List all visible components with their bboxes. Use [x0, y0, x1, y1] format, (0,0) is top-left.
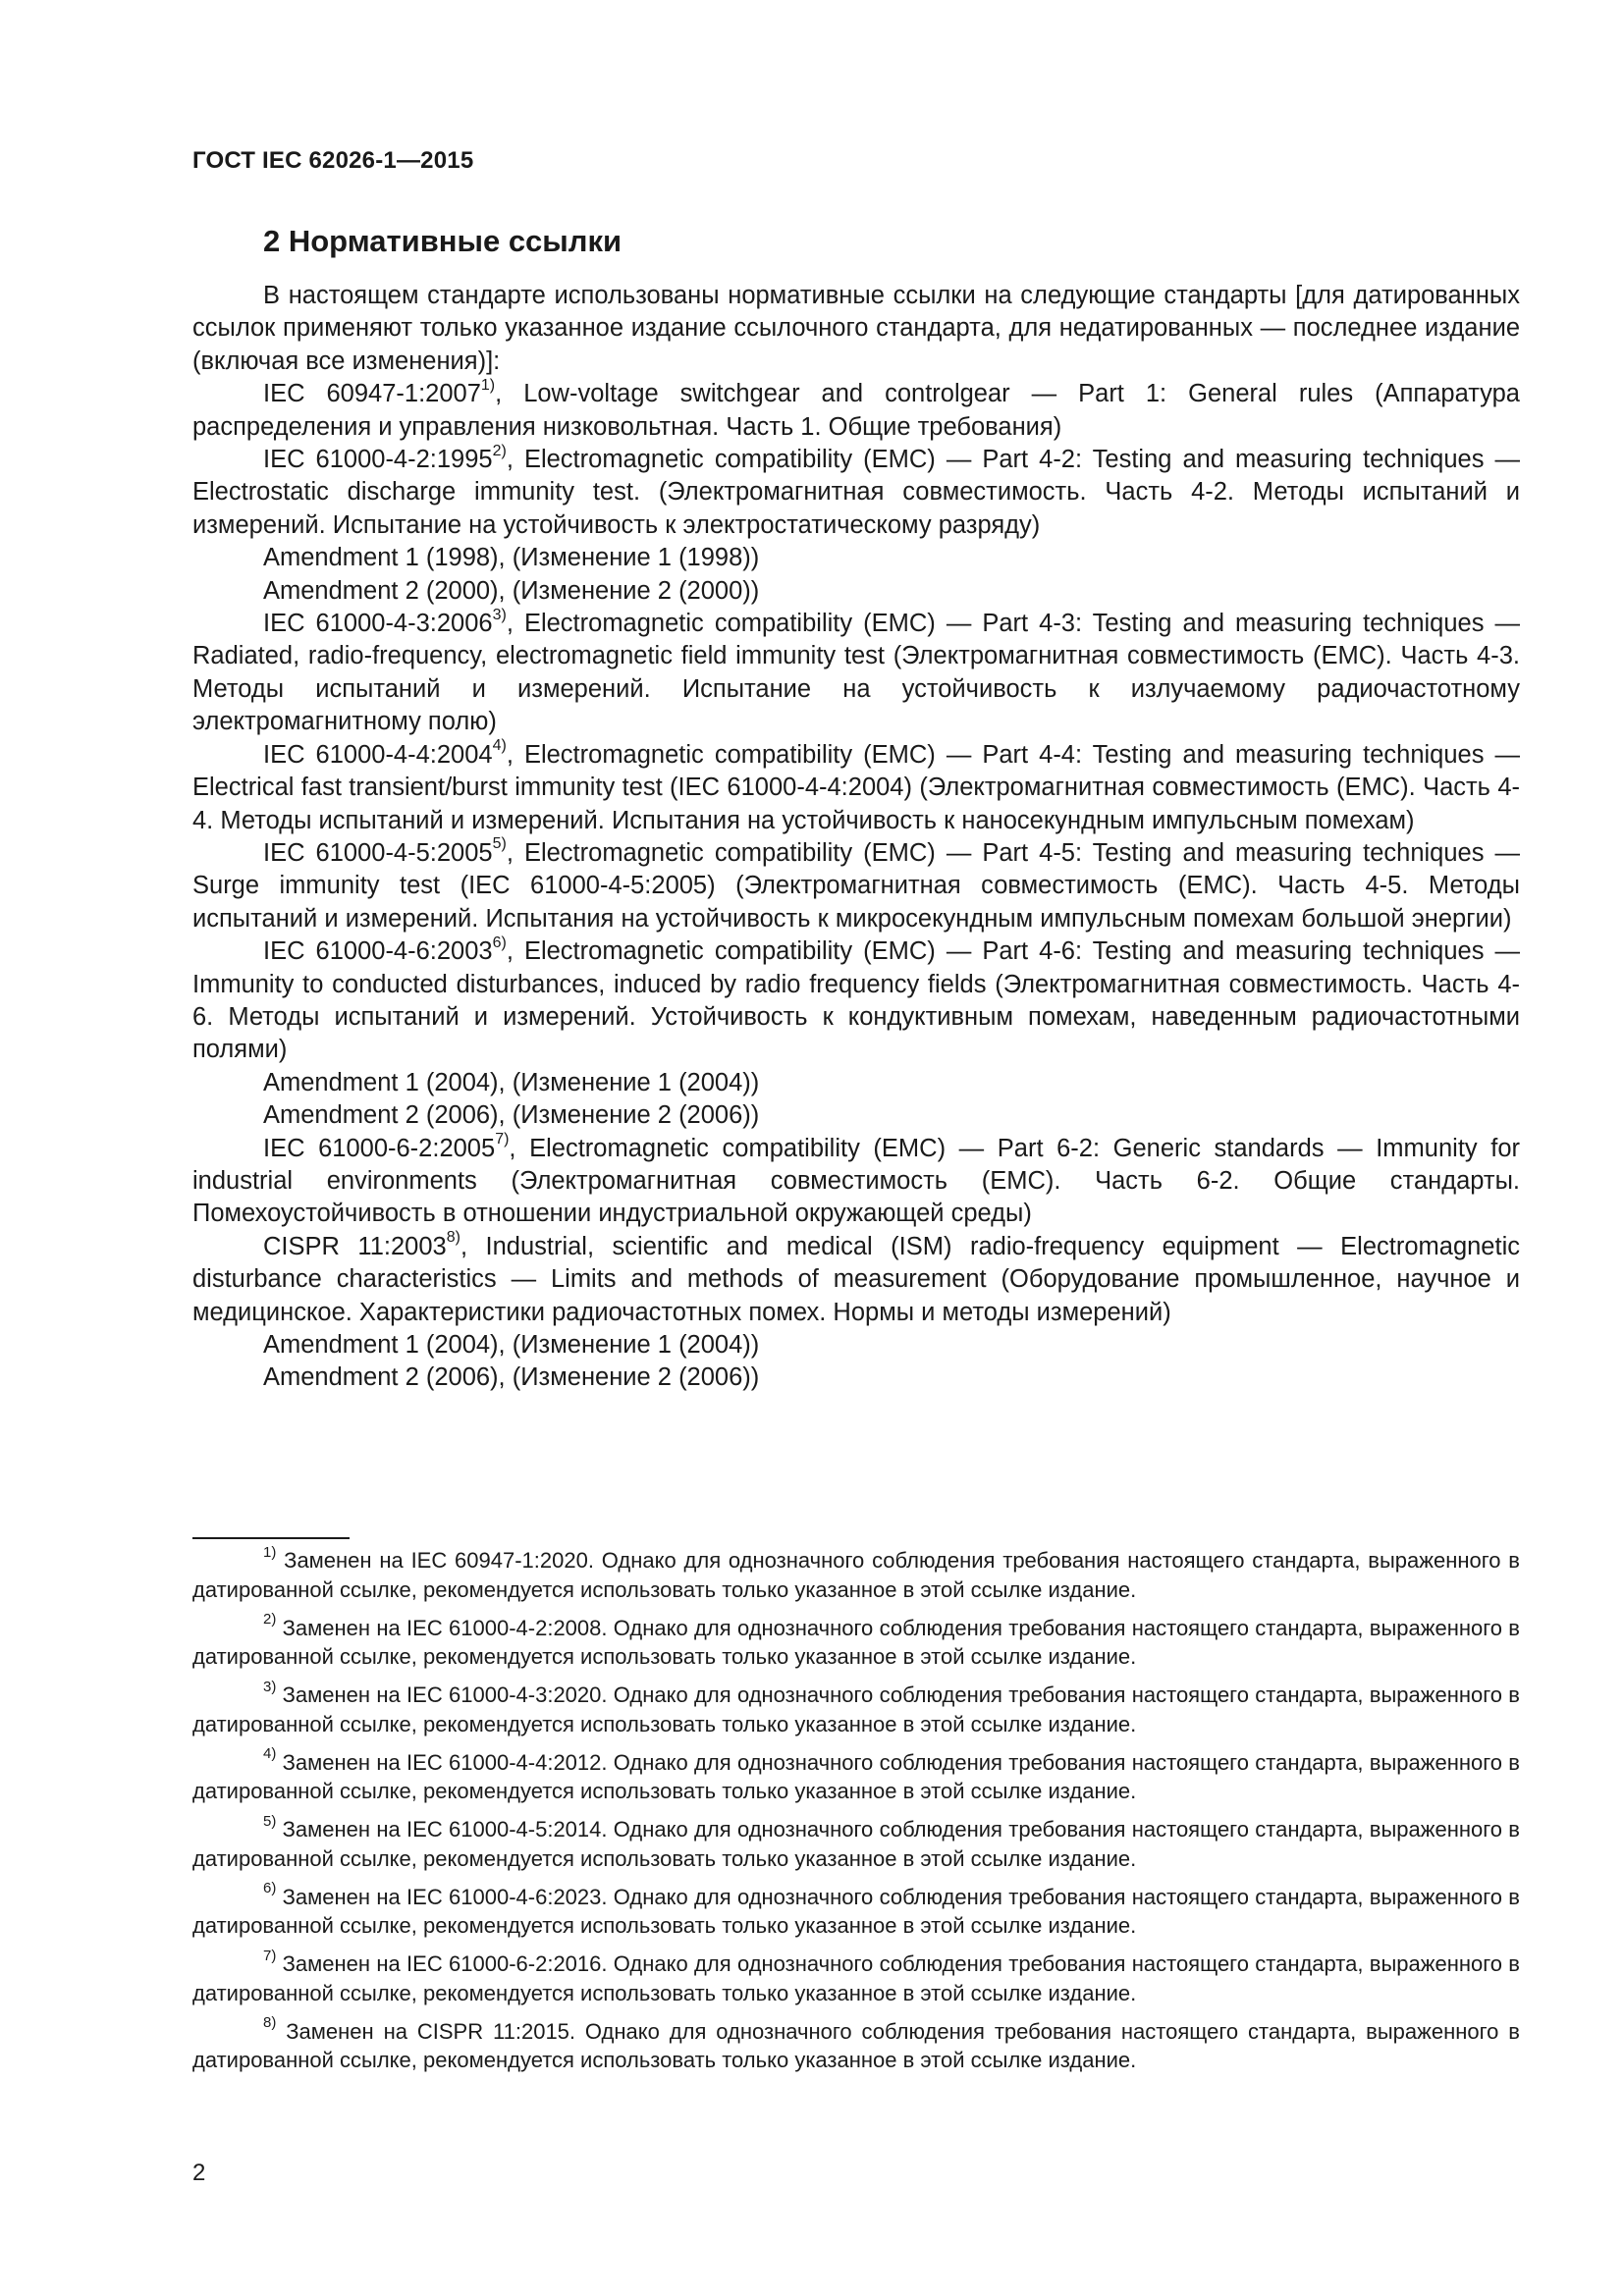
- reference-code: IEC 61000-4-5:2005: [263, 838, 493, 867]
- footnote-mark: 5): [263, 1812, 277, 1830]
- footnote-text: Заменен на IEC 61000-4-4:2012. Однако для однозначного соблюдения требования настоящего стандарта, выраженного в датированной ссылке, рекомендуется использовать только указанное в этой ссылке издание.: [192, 1749, 1520, 1803]
- footnote-mark: 2): [492, 442, 507, 459]
- footnote: [192, 1611, 1520, 1672]
- footnote-text: Заменен на IEC 61000-4-3:2020. Однако для однозначного соблюдения требования настоящего стандарта, выраженного в датированной ссылке, рекомендуется использовать только указанное в этой ссылке издание.: [192, 1682, 1520, 1736]
- footnote-mark: 6): [492, 934, 507, 951]
- footnote-text: Заменен на IEC 60947-1:2020. Однако для однозначного соблюдения требования настоящего стандарта, выраженного в датированной ссылке, рекомендуется использовать только указанное в этой ссылке издание.: [192, 1548, 1520, 1602]
- reference-text: , Electromagnetic compatibility (EMC) — Part 4-6: Testing and measuring techniques — Immunity to conducted disturbances, induced by radio frequency fields (Электромагнитная совместимость. Часть 4-6. Методы испытаний и измерений. Устойчивость к кондуктивным помехам, наведенным радиочастотными полями): [192, 937, 1520, 1064]
- footnote-text: Заменен на IEC 61000-4-5:2014. Однако для однозначного соблюдения требования настоящего стандарта, выраженного в датированной ссылке, рекомендуется использовать только указанное в этой ссылке издание.: [192, 1817, 1520, 1871]
- reference-item: [192, 608, 1520, 739]
- reference-text: , Electromagnetic compatibility (EMC) — Part 4-4: Testing and measuring techniques — Electrical fast transient/burst immunity test (IEC 61000-4-4:2004) (Электромагнитная совместимость (EMC). Часть 4-4. Методы испытаний и измерений. Испытания на устойчивость к наносекундным импульсным помехам): [192, 740, 1520, 834]
- reference-item: [192, 1231, 1520, 1329]
- footnote-text: Заменен на CISPR 11:2015. Однако для однозначного соблюдения требования настоящего стандарта, выраженного в датированной ссылке, рекомендуется использовать только указанное в этой ссылке издание.: [192, 2018, 1520, 2072]
- footnote: [192, 2014, 1520, 2075]
- reference-code: IEC 60947-1:2007: [263, 380, 481, 408]
- reference-code: IEC 61000-4-6:2003: [263, 937, 493, 966]
- reference-text: , Electromagnetic compatibility (EMC) — Part 6-2: Generic standards — Immunity for industrial environments (Электромагнитная совместимость (EMC). Часть 6-2. Общие стандарты. Помехоустойчивость в отношении индустриальной окружающей среды): [192, 1134, 1521, 1228]
- footnote-mark: 4): [492, 737, 507, 755]
- section-body: [192, 280, 1520, 1395]
- footnote-mark: 8): [446, 1229, 460, 1247]
- reference-code: IEC 61000-4-3:2006: [263, 610, 493, 638]
- reference-text: , Electromagnetic compatibility (EMC) — Part 4-5: Testing and measuring techniques — Surge immunity test (IEC 61000-4-5:2005) (Электромагнитная совместимость (EMC). Часть 4-5. Методы испытаний и измерений. Испытания на устойчивость к микросекундным импульсным помехам большой энергии): [192, 838, 1520, 933]
- footnote-mark: 1): [480, 376, 496, 394]
- footnote-mark: 6): [263, 1880, 277, 1897]
- reference-item: [192, 739, 1520, 837]
- footnote: [192, 1880, 1520, 1941]
- footnote: [192, 1678, 1520, 1738]
- footnote-text: Заменен на IEC 61000-4-2:2008. Однако для однозначного соблюдения требования настоящего стандарта, выраженного в датированной ссылке, рекомендуется использовать только указанное в этой ссылке издание.: [192, 1615, 1520, 1669]
- amendment-item: Amendment 1 (2004), (Изменение 1 (2004)): [263, 1068, 760, 1096]
- reference-code: IEC 61000-4-4:2004: [263, 740, 493, 769]
- amendment-item: Amendment 1 (1998), (Изменение 1 (1998)): [263, 544, 760, 572]
- amendment-item: Amendment 2 (2000), (Изменение 2 (2000)): [263, 576, 760, 605]
- footnote-mark: 8): [263, 2014, 277, 2032]
- footnote-mark: 7): [263, 1947, 277, 1964]
- page-number: 2: [192, 2160, 206, 2186]
- reference-item: [192, 444, 1520, 542]
- reference-text: , Electromagnetic compatibility (EMC) — Part 4-3: Testing and measuring techniques — Radiated, radio-frequency, electromagnetic field immunity test (Электромагнитная совместимость (EMC). Часть 4-3. Методы испытаний и измерений. Испытание на устойчивость к излучаемому радиочастотному электромагнитному полю): [192, 610, 1520, 736]
- amendment-item: Amendment 1 (2004), (Изменение 1 (2004)): [263, 1331, 760, 1359]
- footnote-mark: 1): [263, 1543, 277, 1561]
- section-title: 2 Нормативные ссылки: [263, 224, 623, 258]
- reference-item: [192, 1133, 1520, 1231]
- reference-text: , Electromagnetic compatibility (EMC) — Part 4-2: Testing and measuring techniques — Electrostatic discharge immunity test. (Электромагнитная совместимость. Часть 4-2. Методы испытаний и измерений. Испытание на устойчивость к электростатическому разряду): [192, 446, 1520, 539]
- footnote-text: Заменен на IEC 61000-6-2:2016. Однако для однозначного соблюдения требования настоящего стандарта, выраженного в датированной ссылке, рекомендуется использовать только указанное в этой ссылке издание.: [192, 1951, 1520, 2005]
- reference-text: , Low-voltage switchgear and controlgear — Part 1: General rules (Аппаратура распределения и управления низковольтная. Часть 1. Общие требования): [192, 380, 1520, 441]
- footnote-mark: 7): [495, 1131, 510, 1148]
- footnote-mark: 3): [263, 1678, 277, 1695]
- amendment-item: Amendment 2 (2006), (Изменение 2 (2006)): [263, 1363, 760, 1392]
- reference-code: IEC 61000-6-2:2005: [263, 1134, 496, 1162]
- footnote-mark: 2): [263, 1611, 277, 1629]
- document-header: ГОСТ IEC 62026-1—2015: [192, 147, 474, 174]
- footnote: [192, 1543, 1520, 1604]
- footnotes: [192, 1543, 1520, 2084]
- reference-item: [192, 837, 1520, 935]
- footnote: [192, 1745, 1520, 1806]
- footnote-text: Заменен на IEC 61000-4-6:2023. Однако для однозначного соблюдения требования настоящего стандарта, выраженного в датированной ссылке, рекомендуется использовать только указанное в этой ссылке издание.: [192, 1884, 1520, 1938]
- reference-text: , Industrial, scientific and medical (ISM) radio-frequency equipment — Electromagnetic disturbance characteristics — Limits and methods of measurement (Оборудование промышленное, научное и медицинское. Характеристики радиочастотных помех. Нормы и методы измерений): [192, 1232, 1520, 1326]
- footnote-mark: 3): [492, 606, 507, 623]
- amendment-item: Amendment 2 (2006), (Изменение 2 (2006)): [263, 1101, 760, 1130]
- intro-paragraph: В настоящем стандарте использованы нормативные ссылки на следующие стандарты [для датированных ссылок применяют только указанное издание ссылочного стандарта, для недатированных — последнее издание (включая все изменения)]:: [192, 282, 1520, 375]
- footnote: [192, 1812, 1520, 1873]
- reference-code: CISPR 11:2003: [263, 1232, 447, 1260]
- footnote-mark: 5): [492, 835, 507, 853]
- reference-item: [192, 935, 1520, 1067]
- footnote-mark: 4): [263, 1745, 277, 1763]
- footnote-divider: [192, 1537, 350, 1539]
- reference-item: [192, 378, 1520, 444]
- reference-code: IEC 61000-4-2:1995: [263, 446, 493, 474]
- footnote: [192, 1949, 1520, 2007]
